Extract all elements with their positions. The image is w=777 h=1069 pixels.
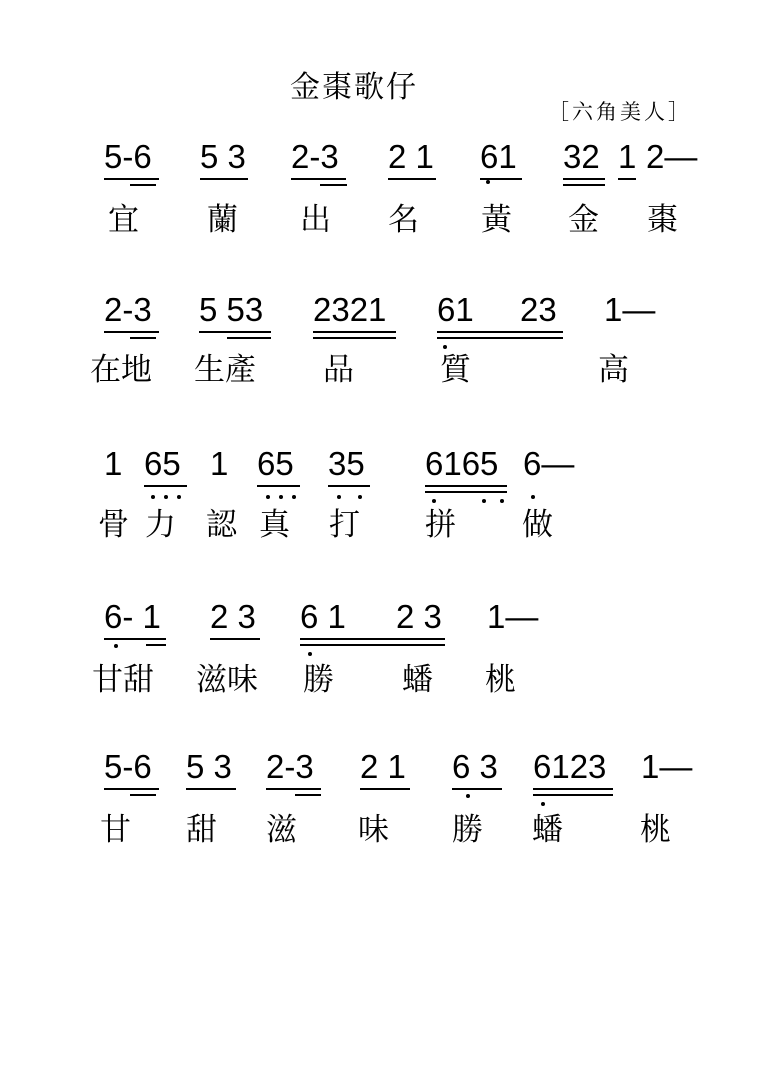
beam-underline <box>295 794 321 796</box>
octave-dot <box>466 794 470 798</box>
lyric-syllable: 認 <box>206 507 237 543</box>
note-group: 2 1 <box>388 138 434 175</box>
beam-underline <box>300 638 445 640</box>
note-group: 1 <box>210 445 229 482</box>
note-group: 2 3 <box>210 598 256 635</box>
note-group: 2-3 <box>104 291 152 328</box>
lyric-syllable: 黃 <box>481 202 512 238</box>
lyric-syllable: 打 <box>329 507 360 543</box>
beam-underline <box>313 331 396 333</box>
lyric-syllable: 骨 <box>98 507 129 543</box>
song-title: 金棗歌仔 <box>290 70 418 105</box>
note-group: 1— <box>604 291 656 328</box>
note-group: 35 <box>328 445 365 482</box>
lyric-syllable: 滋味 <box>196 662 258 698</box>
lyric-syllable: 蘭 <box>207 202 238 238</box>
octave-dot <box>443 345 447 349</box>
tune-name: ［六角美人］ <box>548 100 692 124</box>
beam-underline <box>563 184 605 186</box>
note-group: 2321 <box>313 291 387 328</box>
octave-dot <box>531 495 535 499</box>
octave-dot <box>292 495 296 499</box>
note-group: 1 <box>104 445 123 482</box>
octave-dot <box>500 499 504 503</box>
lyric-syllable: 力 <box>145 507 176 543</box>
note-group: 1— <box>487 598 539 635</box>
note-group: 61 <box>480 138 517 175</box>
lyric-syllable: 金 <box>568 202 599 238</box>
note-group: 6- 1 <box>104 598 161 635</box>
note-group: 2— <box>646 138 698 175</box>
lyric-syllable: 宜 <box>108 202 139 238</box>
beam-underline <box>425 485 507 487</box>
note-group: 5 3 <box>186 748 232 785</box>
beam-underline <box>227 337 271 339</box>
beam-underline <box>300 644 445 646</box>
lyric-syllable: 名 <box>388 202 419 238</box>
beam-underline <box>291 178 346 180</box>
octave-dot <box>358 495 362 499</box>
beam-underline <box>104 788 159 790</box>
lyric-syllable: 高 <box>598 352 629 388</box>
beam-underline <box>313 337 396 339</box>
beam-underline <box>130 794 156 796</box>
beam-underline <box>130 184 156 186</box>
note-group: 5-6 <box>104 748 152 785</box>
lyric-syllable: 甘甜 <box>92 662 154 698</box>
lyric-syllable: 真 <box>259 507 290 543</box>
lyric-syllable: 蟠 <box>402 662 433 698</box>
octave-dot <box>541 802 545 806</box>
note-group: 6 3 <box>452 748 498 785</box>
lyric-syllable: 勝 <box>452 812 483 848</box>
beam-underline <box>130 337 156 339</box>
lyric-syllable: 桃 <box>640 812 671 848</box>
lyric-syllable: 做 <box>522 507 553 543</box>
beam-underline <box>533 794 613 796</box>
beam-underline <box>144 485 187 487</box>
beam-underline <box>104 638 166 640</box>
beam-underline <box>533 788 613 790</box>
note-group: 2-3 <box>291 138 339 175</box>
note-group: 5 53 <box>199 291 264 328</box>
lyric-syllable: 蟠 <box>532 812 563 848</box>
octave-dot <box>266 495 270 499</box>
octave-dot <box>279 495 283 499</box>
note-group: 1 <box>618 138 637 175</box>
lyric-syllable: 品 <box>323 352 354 388</box>
beam-underline <box>104 331 159 333</box>
note-group: 5-6 <box>104 138 152 175</box>
note-group: 65 <box>144 445 181 482</box>
octave-dot <box>308 652 312 656</box>
lyric-syllable: 桃 <box>485 662 516 698</box>
note-group: 6— <box>523 445 575 482</box>
beam-underline <box>146 644 166 646</box>
beam-underline <box>563 178 605 180</box>
note-group: 6 1 <box>300 598 346 635</box>
beam-underline <box>388 178 436 180</box>
beam-underline <box>437 331 563 333</box>
octave-dot <box>114 644 118 648</box>
octave-dot <box>337 495 341 499</box>
note-group: 5 3 <box>200 138 246 175</box>
octave-dot <box>432 499 436 503</box>
lyric-syllable: 勝 <box>303 662 334 698</box>
beam-underline <box>360 788 410 790</box>
beam-underline <box>425 491 507 493</box>
lyric-syllable: 滋 <box>266 812 297 848</box>
note-group: 6123 <box>533 748 607 785</box>
beam-underline <box>104 178 159 180</box>
note-group: 32 <box>563 138 600 175</box>
lyric-syllable: 生產 <box>194 352 256 388</box>
note-group: 23 <box>520 291 557 328</box>
lyric-syllable: 棗 <box>647 202 678 238</box>
beam-underline <box>437 337 563 339</box>
lyric-syllable: 甘 <box>100 812 131 848</box>
lyric-syllable: 拼 <box>425 507 456 543</box>
beam-underline <box>328 485 370 487</box>
beam-underline <box>452 788 502 790</box>
octave-dot <box>486 180 490 184</box>
beam-underline <box>320 184 347 186</box>
beam-underline <box>618 178 636 180</box>
lyric-syllable: 甜 <box>186 812 217 848</box>
note-group: 61 <box>437 291 474 328</box>
lyric-syllable: 在地 <box>90 352 152 388</box>
note-group: 65 <box>257 445 294 482</box>
beam-underline <box>200 178 248 180</box>
note-group: 1— <box>641 748 693 785</box>
beam-underline <box>186 788 236 790</box>
note-group: 6165 <box>425 445 499 482</box>
octave-dot <box>177 495 181 499</box>
lyric-syllable: 出 <box>300 202 331 238</box>
lyric-syllable: 味 <box>358 812 389 848</box>
note-group: 2-3 <box>266 748 314 785</box>
lyric-syllable: 質 <box>440 352 471 388</box>
note-group: 2 3 <box>396 598 442 635</box>
octave-dot <box>482 499 486 503</box>
octave-dot <box>151 495 155 499</box>
beam-underline <box>257 485 300 487</box>
note-group: 2 1 <box>360 748 406 785</box>
beam-underline <box>199 331 271 333</box>
beam-underline <box>210 638 260 640</box>
beam-underline <box>266 788 321 790</box>
octave-dot <box>164 495 168 499</box>
